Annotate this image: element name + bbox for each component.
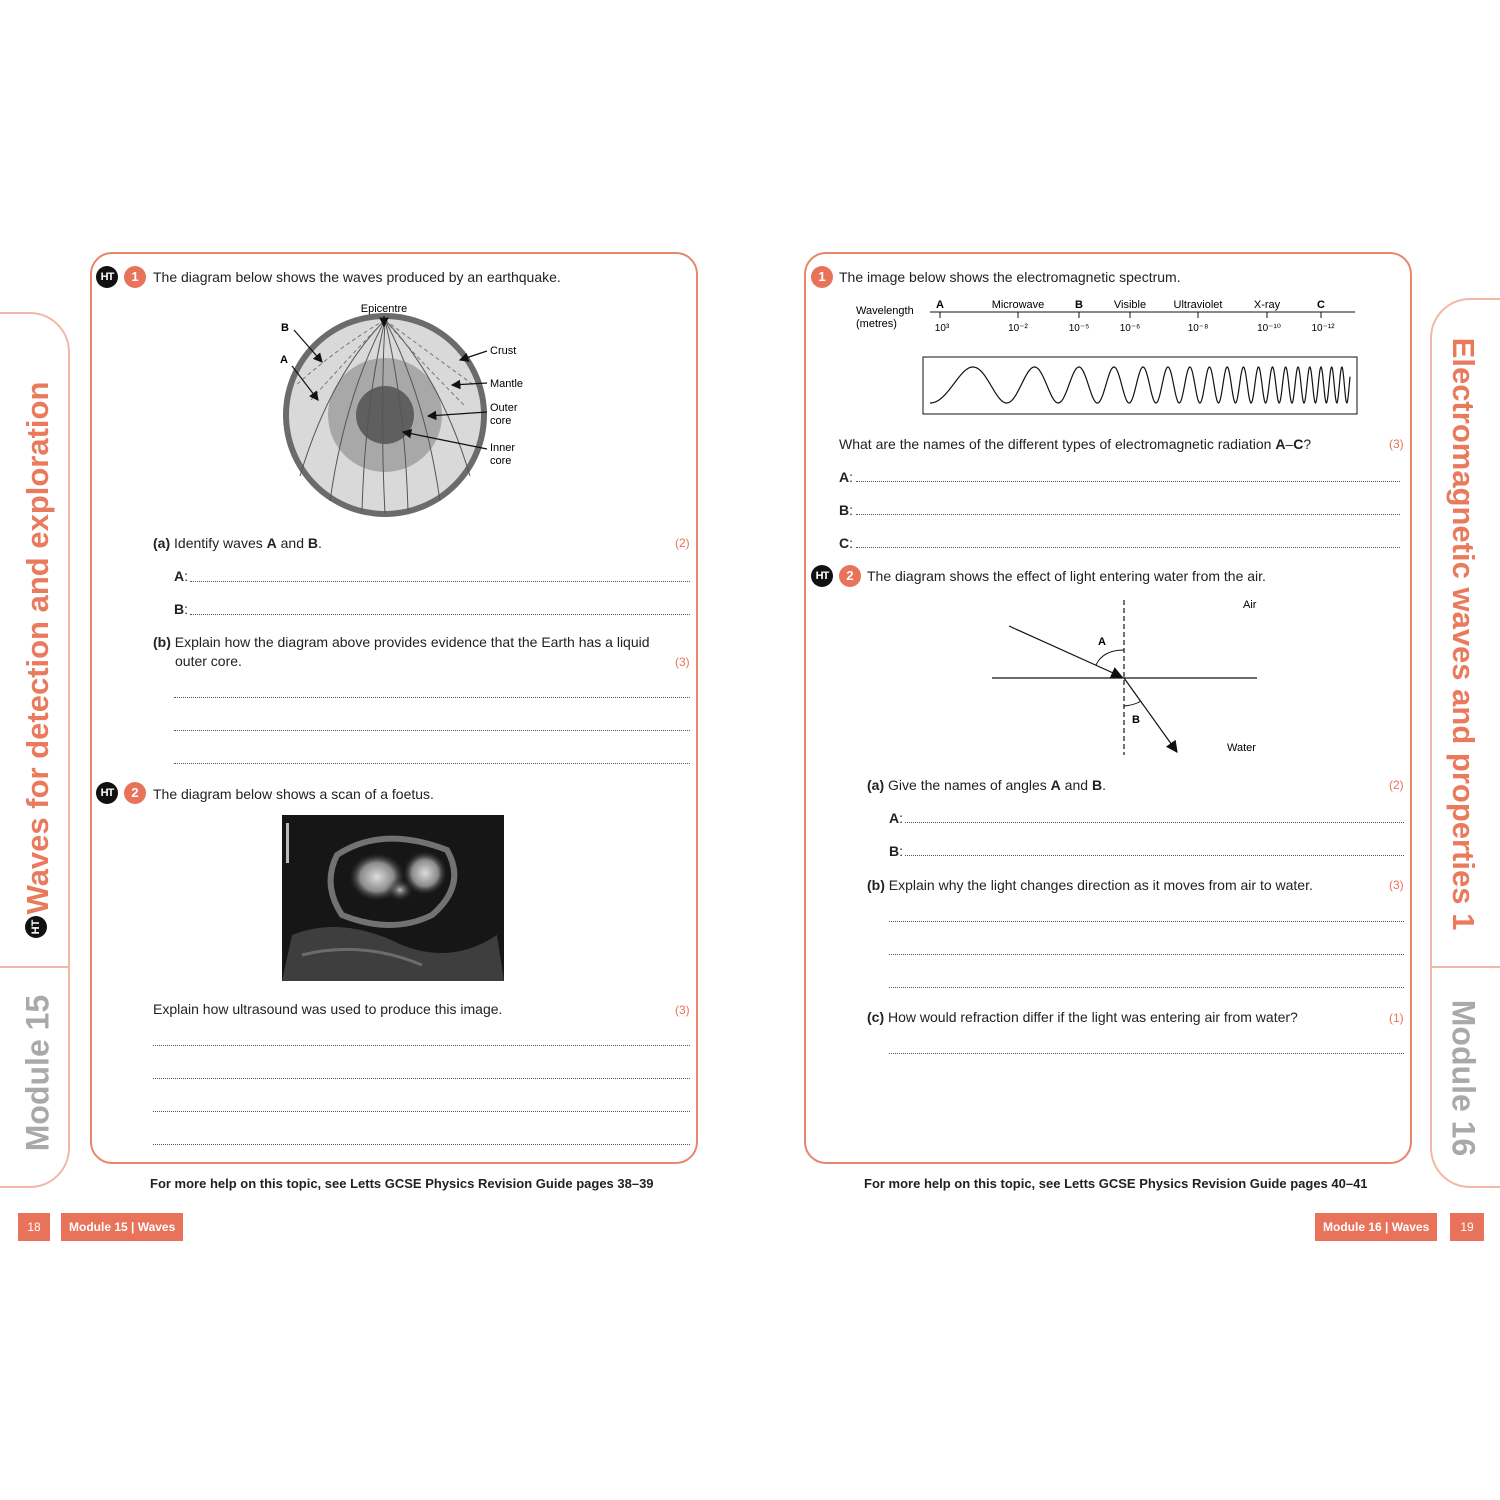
r-q1-number: 1 (811, 266, 833, 288)
q2-answer-line-3[interactable] (153, 1111, 690, 1112)
band-xray: X-ray (1253, 299, 1281, 311)
q1-ht-badge: HT (96, 266, 118, 288)
wl-value-5: 10⁻⁸ (1187, 323, 1209, 334)
q2-prompt: The diagram below shows a scan of a foetus. (153, 786, 434, 802)
q2-number: 2 (124, 782, 146, 804)
angle-label-b: B (1132, 714, 1140, 726)
left-side-module: Module 15 (19, 994, 56, 1152)
wavelength-label-2: (metres) (856, 318, 897, 330)
r-q1-answer-a-line[interactable] (856, 481, 1400, 482)
label-crust: Crust (490, 345, 517, 357)
r-q2-ht-badge: HT (811, 565, 833, 587)
left-footer-help: For more help on this topic, see Letts GCSE Physics Revision Guide pages 38–39 (150, 1176, 654, 1191)
right-side-title: Electromagnetic waves and properties 1 (1446, 337, 1481, 931)
r-q1-question-2: – (1285, 436, 1294, 452)
r-q1-question (839, 436, 1311, 452)
r-q2a-label: (a) (867, 777, 885, 793)
q1a-text-2: and (276, 535, 308, 551)
q1a-text-1: Identify waves (174, 535, 267, 551)
r-answer-b-letter: B (839, 502, 850, 518)
q2-answer-line-4[interactable] (153, 1144, 690, 1145)
label-outer-core-1: Outer (490, 402, 518, 414)
left-side-title: Waves for detection and exploration (20, 381, 55, 915)
r-q2c-label: (c) (867, 1009, 885, 1025)
r-answer-c-letter: C (839, 535, 850, 551)
r-q1-question-1: What are the names of the different types of electromagnetic radiation (839, 436, 1276, 452)
wl-value-2: 10⁻² (1008, 323, 1028, 334)
r-q1-question-bold-a: A (1275, 436, 1286, 452)
r-q2b-label: (b) (867, 877, 885, 893)
q1b-answer-line-2[interactable] (174, 730, 690, 731)
r-q2a-text (867, 777, 1106, 793)
q1-prompt: The diagram below shows the waves produced by an earthquake. (153, 269, 561, 285)
q1b-answer-line-1[interactable] (174, 697, 690, 698)
foetus-scan-image (282, 815, 504, 981)
q1a-bold-b: B (307, 535, 319, 551)
q1a-bold-a: A (266, 535, 277, 551)
right-footer-help: For more help on this topic, see Letts GCSE Physics Revision Guide pages 40–41 (864, 1176, 1368, 1191)
q1b-text-line-1 (153, 634, 650, 650)
right-page-number: 19 (1450, 1213, 1484, 1241)
r-q1-answer-c-label: C: (839, 535, 854, 551)
q1a-text-3: . (318, 535, 322, 551)
wl-value-7: 10⁻¹² (1311, 323, 1335, 334)
q2-marks: (3) (675, 1003, 690, 1017)
band-a: A (936, 299, 944, 311)
r-q1-answer-a-label: A: (839, 469, 854, 485)
incident-ray (1009, 626, 1122, 677)
left-breadcrumb: Module 15 | Waves (61, 1213, 183, 1241)
wl-value-4: 10⁻⁶ (1119, 323, 1141, 334)
wl-value-3: 10⁻⁵ (1068, 323, 1090, 334)
band-b: B (1075, 299, 1083, 311)
angle-label-a: A (1098, 636, 1106, 648)
r-q2b-text-1: Explain why the light changes direction as it moves from air to water. (888, 877, 1313, 893)
r-q1-answer-b-line[interactable] (856, 514, 1400, 515)
left-side-divider (0, 966, 70, 968)
r-q2-answer-b-letter: B (889, 843, 900, 859)
earthquake-diagram (270, 296, 540, 526)
q1a-answer-a-line[interactable] (190, 581, 690, 582)
r-q2-number: 2 (839, 565, 861, 587)
r-q1-answer-c-line[interactable] (856, 547, 1400, 548)
r-q2a-marks: (2) (1389, 778, 1404, 792)
wl-value-1: 10³ (934, 323, 950, 334)
q1b-answer-line-3[interactable] (174, 763, 690, 764)
label-inner-core-1: Inner (490, 442, 516, 454)
r-q1-answer-b-label: B: (839, 502, 854, 518)
q1b-marks: (3) (675, 655, 690, 669)
q2-answer-line-2[interactable] (153, 1078, 690, 1079)
r-q2a-text-1: Give the names of angles (888, 777, 1051, 793)
r-q2c-text (867, 1009, 1298, 1025)
refraction-diagram (985, 595, 1270, 760)
q1b-label: (b) (153, 634, 171, 650)
r-q2a-bold-a: A (1050, 777, 1061, 793)
wave-box (923, 357, 1357, 414)
q1a-text (153, 535, 322, 551)
right-breadcrumb: Module 16 | Waves (1315, 1213, 1437, 1241)
q1a-marks: (2) (675, 536, 690, 550)
r-q2c-marks: (1) (1389, 1011, 1404, 1025)
r-q1-question-bold-c: C (1293, 436, 1304, 452)
angle-b-arc (1124, 701, 1141, 706)
answer-b-letter: B (174, 601, 185, 617)
wavelength-label-1: Wavelength (856, 305, 914, 317)
band-ultraviolet: Ultraviolet (1173, 299, 1223, 311)
r-q2b-answer-line-1[interactable] (889, 921, 1404, 922)
wave-label-a: A (280, 354, 288, 366)
q1-number: 1 (124, 266, 146, 288)
q2-question: Explain how ultrasound was used to produce this image. (153, 1001, 503, 1017)
wave-label-b: B (281, 322, 289, 334)
q2-answer-line-1[interactable] (153, 1045, 690, 1046)
em-spectrum-diagram (850, 295, 1365, 420)
r-q2a-text-2: and (1060, 777, 1092, 793)
r-q2-answer-a-letter: A (889, 810, 900, 826)
r-q2b-text (867, 877, 1313, 893)
r-q2c-text-1: How would refraction differ if the light was entering air from water? (888, 1009, 1298, 1025)
q1a-answer-b-label: B: (174, 601, 189, 617)
label-mantle: Mantle (490, 378, 524, 390)
inner-core-layer (356, 386, 414, 444)
r-q1-marks: (3) (1389, 437, 1404, 451)
q1a-answer-b-line[interactable] (190, 614, 690, 615)
band-microwave: Microwave (991, 299, 1045, 311)
label-outer-core-2: core (490, 415, 512, 427)
label-epicentre: Epicentre (360, 303, 408, 315)
band-visible: Visible (1113, 299, 1147, 311)
q1a-label: (a) (153, 535, 171, 551)
q2-ht-badge: HT (96, 782, 118, 804)
r-q2b-answer-line-2[interactable] (889, 954, 1404, 955)
r-q2-prompt: The diagram shows the effect of light entering water from the air. (867, 568, 1266, 584)
r-q2a-text-3: . (1102, 777, 1106, 793)
left-side-ht-badge: HT (25, 916, 47, 938)
right-side-divider (1432, 966, 1500, 968)
r-q1-prompt: The image below shows the electromagnetic spectrum. (839, 269, 1181, 285)
r-answer-a-letter: A (839, 469, 850, 485)
label-water: Water (1227, 742, 1256, 754)
r-q2a-answer-a-label: A: (889, 810, 904, 826)
q1b-text-line-2: outer core. (175, 653, 242, 669)
r-q1-question-3: ? (1303, 436, 1312, 452)
r-q2a-answer-a-line[interactable] (905, 822, 1404, 823)
answer-a-letter: A (174, 568, 185, 584)
left-page-number: 18 (18, 1213, 50, 1241)
band-c: C (1317, 299, 1325, 311)
r-q2b-marks: (3) (1389, 878, 1404, 892)
wl-value-6: 10⁻¹⁰ (1257, 323, 1281, 334)
q1a-answer-a-label: A: (174, 568, 189, 584)
r-q2b-answer-line-3[interactable] (889, 987, 1404, 988)
q1b-text-1: Explain how the diagram above provides evidence that the Earth has a liquid (174, 634, 650, 650)
right-side-module: Module 16 (1445, 999, 1482, 1157)
angle-a-arc (1096, 650, 1124, 665)
label-inner-core-2: core (490, 455, 512, 467)
r-q2c-answer-line[interactable] (889, 1053, 1404, 1054)
r-q2a-bold-b: B (1091, 777, 1103, 793)
r-q2a-answer-b-line[interactable] (905, 855, 1404, 856)
r-q2a-answer-b-label: B: (889, 843, 904, 859)
label-air: Air (1243, 599, 1257, 611)
